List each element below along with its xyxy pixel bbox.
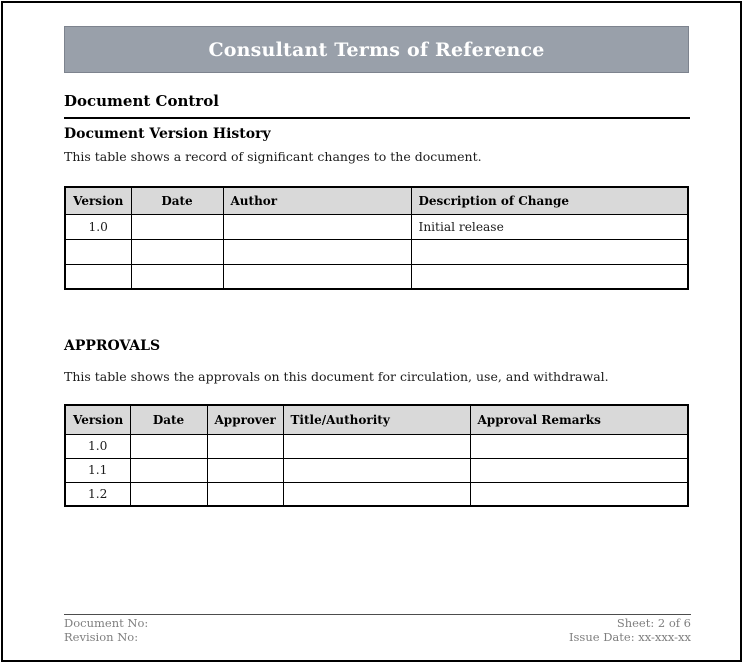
table-cell <box>470 434 688 458</box>
table-cell <box>411 239 688 264</box>
table-row <box>65 264 688 289</box>
table-header-row <box>65 405 688 434</box>
table-cell: Initial release <box>411 214 688 239</box>
table-cell <box>130 482 207 506</box>
column-header: Version <box>65 405 130 434</box>
section-heading-approvals: APPROVALS <box>64 338 161 354</box>
footer-issue-date: Issue Date: xx-xxx-xx <box>568 629 691 644</box>
footer-rule <box>64 614 691 615</box>
column-header: Approver <box>207 405 283 434</box>
column-header: Title/Authority <box>283 405 470 434</box>
title-banner <box>64 26 689 73</box>
table-cell <box>130 434 207 458</box>
column-header: Author <box>223 187 411 214</box>
table-cell <box>470 482 688 506</box>
table-cell <box>207 482 283 506</box>
table-cell <box>223 214 411 239</box>
table-cell <box>65 239 131 264</box>
column-header: Date <box>130 405 207 434</box>
table-header-row <box>65 187 688 214</box>
approvals-description: This table shows the approvals on this document for circulation, use, and withdrawal. <box>64 369 609 384</box>
column-header: Description of Change <box>411 187 688 214</box>
table-cell <box>131 214 223 239</box>
table-cell <box>283 458 470 482</box>
column-header: Approval Remarks <box>470 405 688 434</box>
column-header: Version <box>65 187 131 214</box>
table-row <box>65 214 688 239</box>
table-row <box>65 434 688 458</box>
footer-document-no: Document No: <box>64 616 149 630</box>
table-cell <box>283 482 470 506</box>
table-cell: 1.1 <box>65 458 130 482</box>
footer-revision-no: Revision No: <box>64 629 139 644</box>
footer-left <box>64 617 148 644</box>
table-cell <box>207 434 283 458</box>
table-cell <box>207 458 283 482</box>
table-cell <box>411 264 688 289</box>
table-cell <box>223 239 411 264</box>
table-cell: 1.2 <box>65 482 130 506</box>
footer-sheet: Sheet: 2 of 6 <box>616 616 691 630</box>
column-header: Date <box>131 187 223 214</box>
table-cell <box>65 264 131 289</box>
document-title: Consultant Terms of Reference <box>208 38 545 61</box>
table-cell: 1.0 <box>65 214 131 239</box>
table-cell <box>131 239 223 264</box>
document-control-rule <box>64 117 690 119</box>
approvals-table <box>64 404 689 507</box>
version-history-description: This table shows a record of significant changes to the document. <box>64 149 482 164</box>
section-heading-version-history: Document Version History <box>64 126 271 142</box>
table-cell <box>223 264 411 289</box>
table-cell <box>131 264 223 289</box>
table-cell <box>130 458 207 482</box>
table-row <box>65 239 688 264</box>
table-cell <box>470 458 688 482</box>
version-history-table <box>64 186 689 290</box>
table-cell: 1.0 <box>65 434 130 458</box>
section-heading-document-control: Document Control <box>64 92 219 110</box>
table-cell <box>283 434 470 458</box>
footer-right <box>569 617 691 644</box>
table-row <box>65 482 688 506</box>
table-row <box>65 458 688 482</box>
